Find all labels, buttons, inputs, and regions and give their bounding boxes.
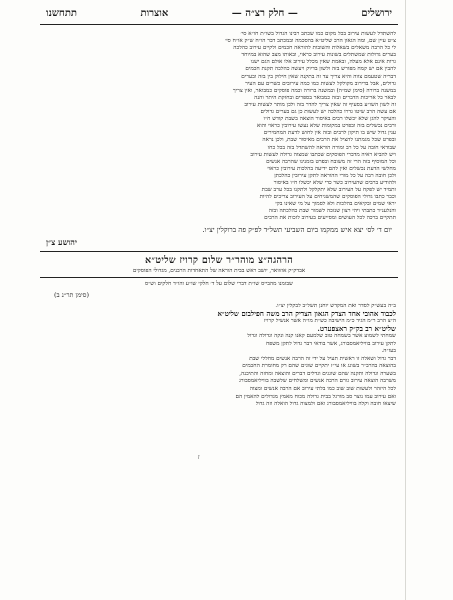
text-line: זה לשון השו״ע בסעיף זה שאין צריך להדר בזה ולכן מותר לעשות עירוב [244, 101, 396, 108]
text-line: להבין אם יש קמח מפורש בזה ולשון בדיוק ויעשה כהלכה תקנת חכמים [245, 66, 396, 73]
text-line: להשתדל לעשות עירוב בכל מקום כמו שכתב רבינו הגדול בשו״ת חו״א סי׳ [240, 31, 396, 37]
page-number: ז [198, 454, 200, 461]
header-title: אוצרות [140, 8, 169, 19]
text-line: אם עשה הרב שיטו גדרו כהלכה יש לעשות כן גם בערים גדולים [260, 109, 396, 116]
text-line: צ״ט עיין שם, ומה הגאון הרב שליט״א בהסכמה ובמכתב דבר הו״ח ש״ק או״ח סי׳ [224, 38, 396, 45]
text-line: מחלשי הדעת נכשלים ואין להם ידיעה בהלכות עירובין כראוי [267, 165, 396, 172]
running-header [40, 8, 398, 25]
text-line: גדולים, אבל בדירוב מקולקל לעשות כמו כמה עירובים כשרים עם העיר [245, 80, 396, 87]
text-line: לתקן עירוב בוויליאמסבורג, אשר בודאי דבר גדול לתקן משפח [265, 340, 396, 347]
text-line: לי כל הרבה משאלים בשאלות והשובות להוראה חכמים ולקיים עירוב כהלכה [233, 45, 396, 52]
text-line: לבאר כל אריכות הדברים ובזה כמבואר בספרים ובחזקת היתר והנה [254, 94, 396, 101]
text-line: ואם עירוב עמו נוצר סב מורגל בבית גדולה מכוח מאמץ מגדולים להאמין הם [235, 393, 396, 400]
header-city: ירושלים [361, 8, 392, 19]
text-line: שליט״א רב בק״ק ראצפערט. [317, 325, 396, 333]
text-line: ותמיד יש לפקח על העירוב שלא יתקלקל ולתקנו בכל ערב שבת [261, 187, 396, 194]
text-line: תתקיים ברכה לכל העושים ומסייעים בעירוב לזכות את הרבים [264, 215, 396, 222]
text-line: שיצאו חובה וקלה בוויליאמסבורג ואם ולמצוה גדול הואלה וזה גדול [255, 401, 396, 408]
text-line: לכבוד אהובי אחד הצדק הגאון הצדיק הרב משה חפילבום שליט״א [217, 310, 396, 318]
text-line: ולהודיע ברבים שהעירוב כשר כדי שלא יכשלו ח״ו באיסור [273, 179, 396, 186]
section2-body [40, 303, 398, 409]
scan-edge [405, 0, 406, 600]
text-line: דבריה שטעמם צווה והיא צריך עד זה בתקנה שאין חילוק בין בזה ובערים [241, 73, 396, 80]
section-divider [40, 251, 398, 252]
text-line: ובפרט שכל מגמתנו להציל את הרבים מאיסור שבת, ולכן נראה [262, 137, 396, 144]
text-line: והעיקר להגן שלא יכשלו רבים באיסור הוצאה בשבת קודש ח״ו [263, 116, 396, 123]
text-line: גרות אינם אלא מעלה, ובאמת שאין מכלל עירוב אלו אולם הגם ישנו [250, 59, 396, 66]
text-line: במשנה ברורה (סימן שמ״ה) ובמשנה ברורה וכמה פוסקים כמבואר, ואין צריך [232, 87, 396, 94]
text-line: ורבים נכשלים בזה ובפרט במקומות שלא נעשו עירובין כראוי והוא [256, 123, 396, 130]
text-line: ענין גדול שיש בו תיקון לרבים ובזה אין לחוש לדעת המחמירים [263, 130, 396, 137]
text-line: ב״ה בעש״ק לסדר ואת המקדש יוחנן תשל״ב לבקלין יצ״ו. [275, 302, 396, 309]
section-intro: שבזמנו מהבייס שו״ת דברי שלום על ד׳ חלקי שו״ע והו״ד חלקים וש״ס [144, 280, 294, 287]
text-line: ולכן חובה רבה על כל מורי ההוראה לתקן עירובין כהלכתן [274, 172, 396, 179]
header-page: תתחשנו [46, 8, 78, 19]
text-line: דבר גדול ושאלה זו ראשית תעיל על ידי זה הרבה אנשים מחללי שבת [249, 355, 396, 362]
text-line: ויש להביא ראיה מדברי הפוסקים שכתבו שמצוה גדולה לעשות עירוב [250, 151, 396, 158]
signer-name: יהושע צ״ן [46, 236, 77, 247]
text-line: לכל היזהר ולעשות שוב שוב כמו בלתי עירוב אם הרבה אנשים ומצוה [249, 386, 396, 393]
section-title: הרהגה״צ מוהר״ר שלום קרויז שליט״א [144, 254, 294, 266]
text-line: בעז״ה. [381, 348, 396, 355]
date-text: יום ד׳ לס׳ יצא איש ממקמו ביום השביעי תשל״ד לפ״ק פה ברוקלין יצ״ו. [202, 225, 392, 234]
text-line: וכל המוסיף בזה הרי זה משובח ובפרט בזמנינו שהרבה אנשים [266, 158, 396, 165]
text-line: בשערה וגדולה ותקנה שהם שוגגים וגדלים דברים והוצאה ומחזה והתיכנה, [239, 370, 396, 377]
section-subtitle: אבדק״ק אוזוואר, יושב ראש בבית הוראה של התאחדות הרבנים, מגדולי הפוסקים [132, 267, 306, 274]
siman-reference: (סימן תר״נ ב) [54, 290, 89, 299]
text-line: משרבה הוצאה עירוב גורם הרבה אנשים ומשלחים שלשבה בוויליאמסבורג [238, 378, 396, 385]
text-line: והנלענ״ד כתבתי ויהי רצון שנזכה לשמור שבת כהלכתה ובזה [268, 208, 396, 215]
text-line: וכבר כתבו גדולי הפוסקים שהמשגיחים על העירוב צריכים להיות [259, 194, 396, 201]
header-volume: — חלק רצ״ה — [231, 8, 298, 19]
signer-line [40, 237, 398, 247]
text-line: יראי שמים ובקיאים בהלכות ולא לסמוך על מי שאינו בקי [275, 201, 396, 208]
text-line: שבודאי חובה על כל רב ומורה הוראה להשתדל בזה בכל כחו [267, 144, 396, 151]
text-line: ה״צ הרב ר״מ הגיד כ״מ הישיבה כש״ת מו״ה אשר אנשיל קרויז [263, 317, 396, 324]
text-line: בהוצאה בהרב״ר בשוגג או עי״ז יתקיים שוגים שהם רק מחומרת החכמים [242, 363, 396, 370]
document-sheet [40, 8, 398, 478]
text-line: בערים גדולות שמשתלים בשונות עירוב כראוי, ובאותו מצב שהוא במיוחד [241, 52, 396, 59]
section1-body [40, 31, 398, 223]
section-divider [40, 277, 398, 278]
signature-line [40, 226, 398, 234]
text-line: שמחתי לשמוע אשר בשמחה טוב שלמעם קאנו קנה ונקה וגדולה וגדול [247, 332, 396, 339]
